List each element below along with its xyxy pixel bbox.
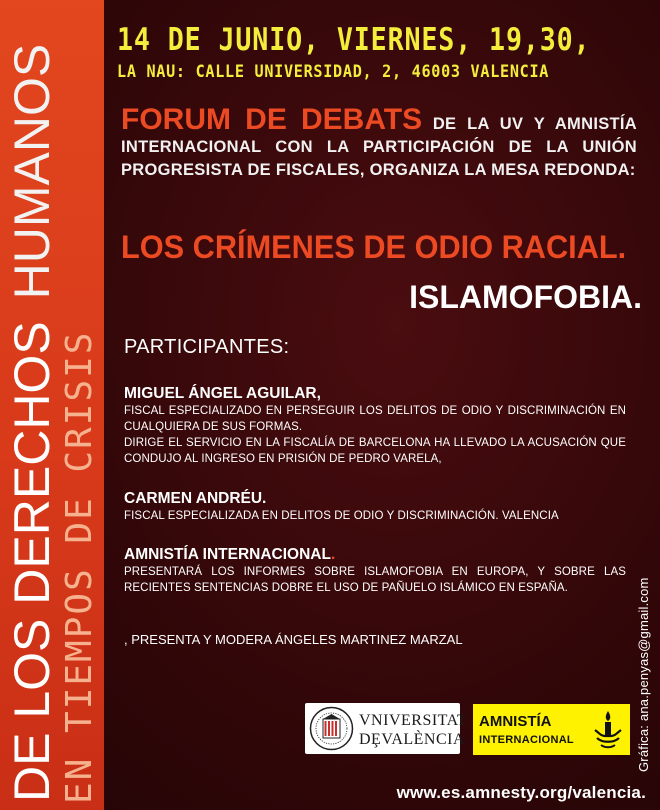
event-venue: LA NAU: CALLE UNIVERSIDAD, 2, 46003 VALENCIA xyxy=(117,62,550,82)
sidebar-subtitle: EN TIEMPOS DE CRISIS xyxy=(59,330,100,804)
participant-name-suffix: . xyxy=(330,546,336,563)
amnistia-internacional-logo xyxy=(473,704,630,755)
participant-desc: FISCAL ESPECIALIZADO EN PERSEGUIR LOS DELITOS DE ODIO Y DISCRIMINACIÓN EN CUALQUIERA DE SUS FORMAS. xyxy=(124,405,626,433)
uv-logo-line1: VNIVERSITAT xyxy=(359,712,468,729)
uv-logo-line2: DȨVALÈNCIA xyxy=(359,731,466,748)
sidebar-title-part1: DE LOS DERECHOS xyxy=(4,321,60,802)
sidebar-title xyxy=(4,43,60,802)
ai-logo-line1: AMNISTÍA xyxy=(479,713,552,730)
participant-name: MIGUEL ÁNGEL AGUILAR, xyxy=(124,385,321,402)
moderator-line: , PRESENTA Y MODERA ÁNGELES MARTINEZ MARZAL xyxy=(124,632,463,647)
candle-icon xyxy=(591,708,625,751)
participant-name: CARMEN ANDRÉU. xyxy=(124,490,267,507)
forum-title: FORUM DE DEBATS xyxy=(121,103,423,136)
participants-title: PARTICIPANTES: xyxy=(124,336,290,358)
headline: LOS CRÍMENES DE ODIO RACIAL. xyxy=(121,229,627,265)
subheadline: ISLAMOFOBIA. xyxy=(409,279,642,315)
participant-aguilar xyxy=(124,384,626,467)
graphic-credit: Gráfica: ana.penyas@gmail.com xyxy=(636,577,651,772)
ai-logo-line2: INTERNACIONAL xyxy=(479,734,574,746)
participant-amnistia xyxy=(124,545,626,596)
event-date: 14 DE JUNIO, VIERNES, 19,30, xyxy=(117,22,591,58)
intro-text: DE LA UV Y AMNISTÍA INTERNACIONAL CON LA PARTICIPACIÓN DE LA UNIÓN PROGRESISTA DE FISCALES, ORGANIZA LA MESA REDONDA: xyxy=(121,115,637,179)
participant-name-text: AMNISTÍA INTERNACIONAL xyxy=(124,546,331,563)
participant-desc: FISCAL ESPECIALIZADA EN DELITOS DE ODIO Y DISCRIMINACIÓN. VALENCIA xyxy=(124,510,559,522)
intro-paragraph xyxy=(121,103,637,182)
sidebar-title-part2: HUMANOS xyxy=(4,43,60,300)
university-seal-icon xyxy=(309,706,354,751)
universitat-valencia-logo xyxy=(305,703,468,754)
participant-desc: PRESENTARÁ LOS INFORMES SOBRE ISLAMOFOBIA EN EUROPA, Y SOBRE LAS RECIENTES SENTENCIAS DOBRE EL USO DE PAÑUELO ISLÁMICO EN ESPAÑA. xyxy=(124,566,626,594)
participant-desc: DIRIGE EL SERVICIO EN LA FISCALÍA DE BARCELONA HA LLEVADO LA ACUSACIÓN QUE CONDUJO AL INGRESO EN PRISIÓN DE PEDRO VARELA, xyxy=(124,437,626,465)
participant-andreu xyxy=(124,489,626,524)
participant-name xyxy=(124,545,626,564)
website-url: www.es.amnesty.org/valencia. xyxy=(396,783,646,802)
